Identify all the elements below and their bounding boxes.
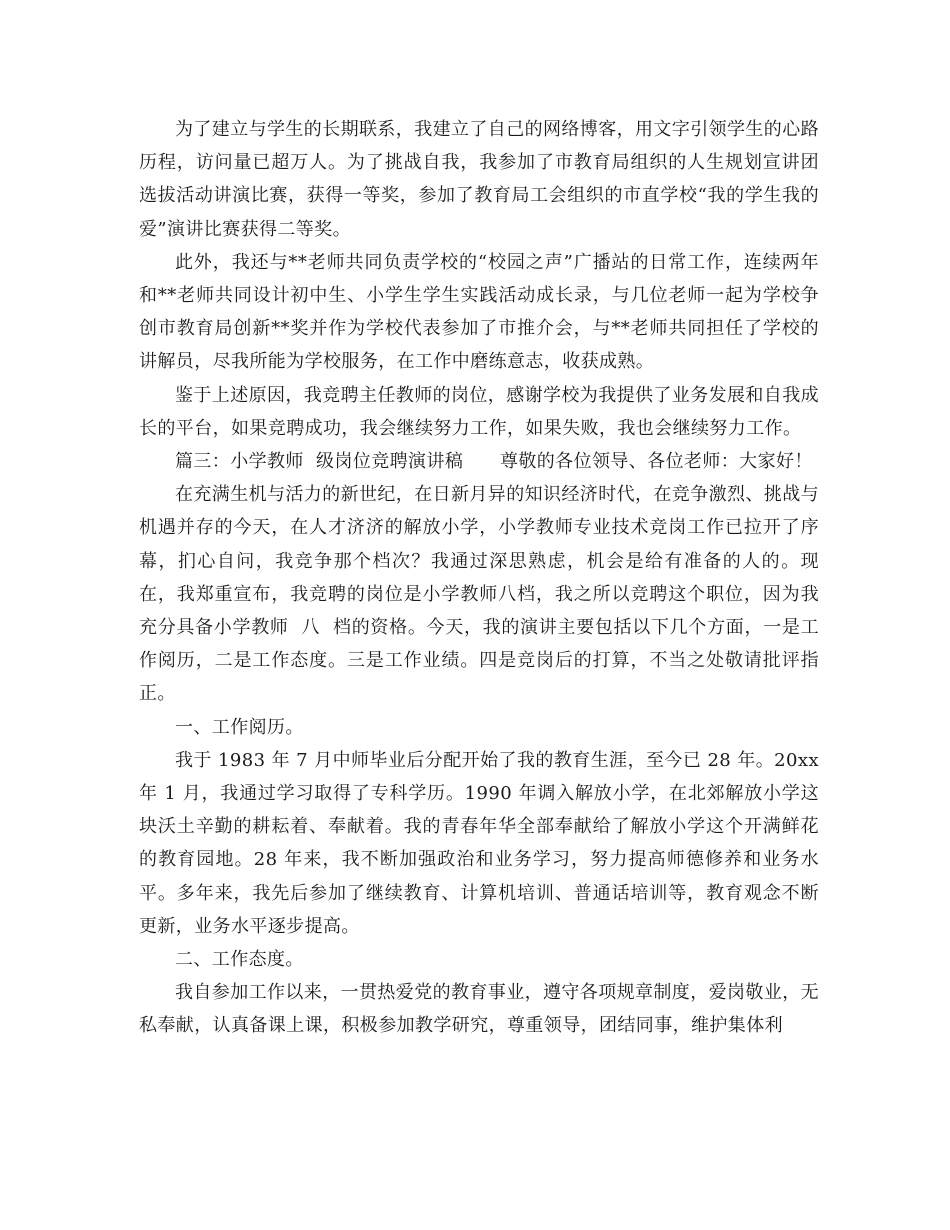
section-title-part-three: 篇三：小学教师 级岗位竞聘演讲稿 尊敬的各位领导、各位老师：大家好！ bbox=[175, 451, 813, 473]
paragraph-introduction: 在充满生机与活力的新世纪，在日新月异的知识经济时代，在竞争激烈、挑战与机遇并存的今天，在人才济济的解放小学，小学教师专业技术竞岗工作已拉开了序幕，扪心自问，我竞争那个档次？我通过深思熟虑，机会是给有准备的人的。现在，我郑重宣布，我竞聘的岗位是小学教师八档，我之所以竞聘这个职位，因为我充分具备小学教师 八 档的资格。今天，我的演讲主要包括以下几个方面，一是工作阅历，二是工作态度。三是工作业绩。四是竞岗后的打算，不当之处敬请批评指正。 bbox=[139, 484, 819, 705]
paragraph-conclusion: 鉴于上述原因，我竞聘主任教师的岗位，感谢学校为我提供了业务发展和自我成长的平台，如果竞聘成功，我会继续努力工作，如果失败，我也会继续努力工作。 bbox=[139, 384, 819, 439]
heading-work-experience: 一、工作阅历。 bbox=[175, 716, 304, 738]
paragraph-work-experience: 我于 1983 年 7 月中师毕业后分配开始了我的教育生涯，至今已 28 年。20xx 年 1 月，我通过学习取得了专科学历。1990 年调入解放小学，在北郊解放小学这块沃土辛勤的耕耘着、奉献着。我的青春年华全部奉献给了解放小学这个开满鲜花的教育园地。28 年来，我不断加强政治和业务学习，努力提高师德修养和业务水平。多年来，我先后参加了继续教育、计算机培训、普通话培训等，教育观念不断更新，业务水平逐步提高。 bbox=[139, 749, 819, 937]
paragraph-other-work: 此外，我还与**老师共同负责学校的“校园之声”广播站的日常工作，连续两年和**老师共同设计初中生、小学生学生实践活动成长录，与几位老师一起为学校争创市教育局创新**奖并作为学校代表参加了市推介会，与**老师共同担任了学校的讲解员，尽我所能为学校服务，在工作中磨练意志，收获成熟。 bbox=[139, 251, 819, 373]
paragraph-blog: 为了建立与学生的长期联系，我建立了自己的网络博客，用文字引领学生的心路历程，访问量已超万人。为了挑战自我，我参加了市教育局组织的人生规划宣讲团选拔活动讲演比赛，获得一等奖，参加了教育局工会组织的市直学校“我的学生我的爱”演讲比赛获得二等奖。 bbox=[139, 119, 819, 240]
document-page bbox=[139, 113, 819, 1043]
paragraph-work-attitude: 我自参加工作以来，一贯热爱党的教育事业，遵守各项规章制度，爱岗敬业，无私奉献，认真备课上课，积极参加教学研究，尊重领导，团结同事，维护集体利 bbox=[139, 982, 819, 1037]
heading-work-attitude: 二、工作态度。 bbox=[175, 949, 304, 971]
